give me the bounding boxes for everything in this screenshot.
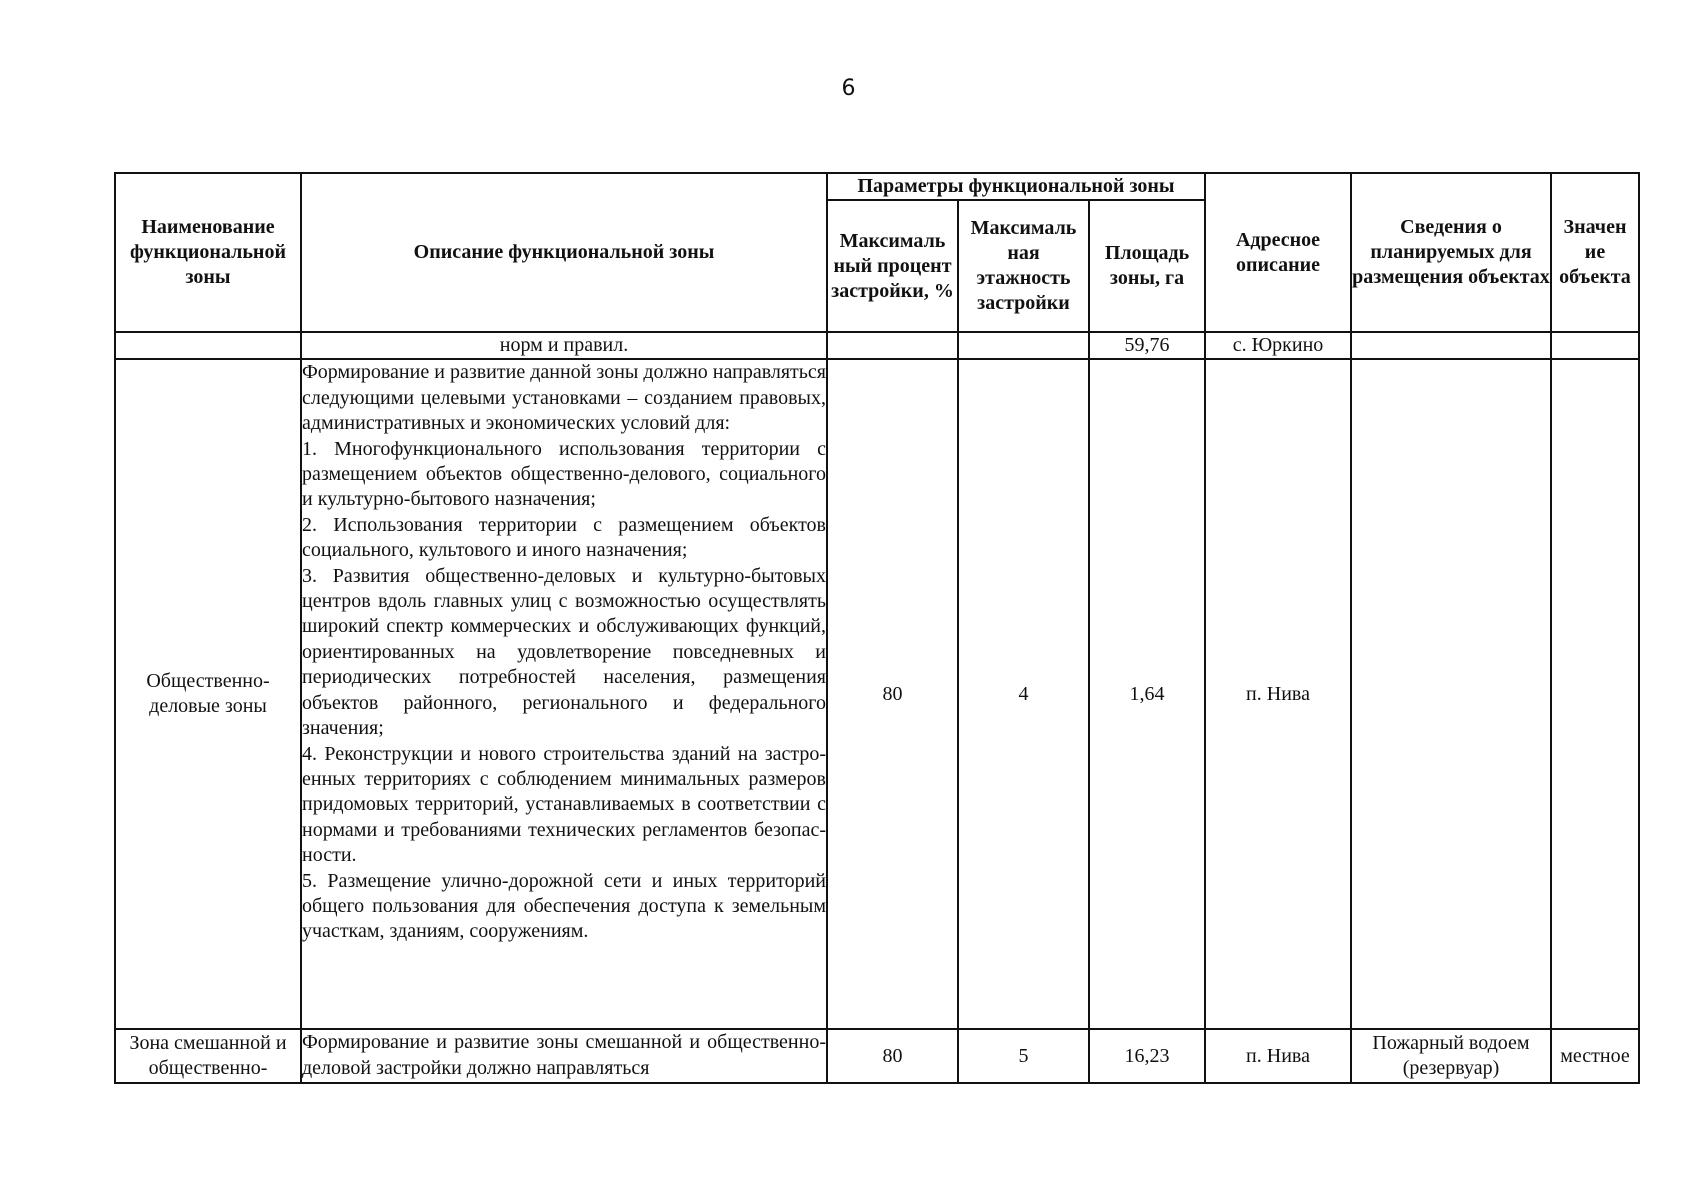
header-significance: Значен ие объекта: [1551, 173, 1639, 332]
header-area: Площадь зоны, га: [1089, 200, 1205, 332]
description-paragraph: 2. Использования территории с размещением объектов социального, культового и иного назначения;: [302, 513, 826, 562]
max-floors-cell: 4: [958, 359, 1089, 1029]
functional-zones-table: [114, 172, 1640, 1084]
area-cell: 16,23: [1089, 1029, 1205, 1083]
table-row: [115, 332, 1639, 359]
description-cell: [301, 359, 827, 1029]
max-percent-cell: 80: [827, 1029, 958, 1083]
significance-cell: местное: [1551, 1029, 1639, 1083]
header-planned-objects: Сведения о планируемых для размещения объектах: [1351, 173, 1551, 332]
max-floors-cell: 5: [958, 1029, 1089, 1083]
page-number: 6: [841, 76, 856, 101]
header-zone-name: Наименование функциональной зоны: [115, 173, 301, 332]
table-row: [115, 359, 1639, 1029]
planned-objects-cell: [1351, 332, 1551, 359]
planned-objects-cell: [1351, 359, 1551, 1029]
max-percent-cell: [827, 332, 958, 359]
address-cell: п. Нива: [1205, 1029, 1351, 1083]
table-row: [115, 1029, 1639, 1083]
max-floors-cell: [958, 332, 1089, 359]
zone-name-cell: Зона смешанной и общественно-: [115, 1029, 301, 1083]
description-paragraph: 3. Развития общественно-деловых и культурно-бытовых центров вдоль главных улиц с возможностью осуществлять широкий спектр коммерческих и обслуживающих функций, ориентированных на удовлетворение повседневных и периодических потребностей населения, размещения объектов районного, регионального и федерального значения;: [302, 564, 826, 740]
planned-objects-cell: Пожарный водоем (резервуар): [1351, 1029, 1551, 1083]
significance-cell: [1551, 359, 1639, 1029]
significance-cell: [1551, 332, 1639, 359]
area-cell: 1,64: [1089, 359, 1205, 1029]
description-text: норм и правил.: [499, 334, 629, 356]
header-description: Описание функциональной зоны: [301, 173, 827, 332]
description-cell: [301, 1029, 827, 1083]
header-max-floors: Максималь ная этажность застройки: [958, 200, 1089, 332]
description-cell: [301, 332, 827, 359]
header-address: Адресное описание: [1205, 173, 1351, 332]
header-max-percent: Максималь ный процент застройки, %: [827, 200, 958, 332]
address-cell: п. Нива: [1205, 359, 1351, 1029]
description-paragraph: Формирование и развитие зоны смешанной и общественно-деловой застройки должно направляться: [302, 1031, 826, 1079]
max-percent-cell: 80: [827, 359, 958, 1029]
description-paragraph: Формирование и развитие данной зоны должно направляться следующими целевыми установками – созданием правовых, административных и экономических условий для:: [302, 361, 826, 435]
header-params-group: Параметры функциональной зоны: [827, 173, 1205, 200]
zone-name-cell: [115, 332, 301, 359]
zone-name-cell: Общественно-деловые зоны: [115, 359, 301, 1029]
description-paragraph: 1. Многофункционального использования территории с размещением объектов общественно-делового, социального и культурно-бытового назначения;: [302, 437, 826, 511]
description-paragraph: 5. Размещение улично-дорожной сети и иных территорий общего пользования для обеспечения доступа к земельным участкам, зданиям, сооружениям.: [302, 869, 826, 943]
address-cell: с. Юркино: [1205, 332, 1351, 359]
area-cell: 59,76: [1089, 332, 1205, 359]
description-paragraph: 4. Реконструкции и нового строительства зданий на застро-енных территориях с соблюдением минимальных размеров придомовых территорий, устанавливаемых в соответствии с нормами и требованиями технических регламентов безопас-ности.: [302, 742, 826, 867]
